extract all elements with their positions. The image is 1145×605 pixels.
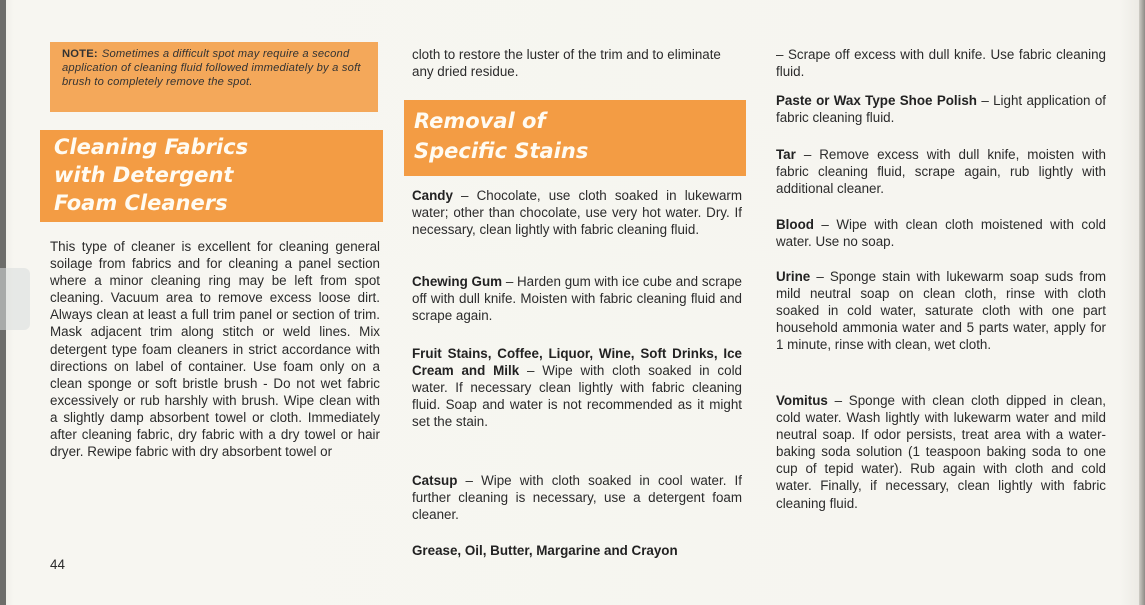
page-number: 44: [50, 557, 65, 572]
stain-term: Vomitus: [776, 393, 828, 408]
stain-entry-blood: [776, 216, 1106, 250]
stain-entry-grease: [412, 542, 742, 559]
stain-term: Chewing Gum: [412, 274, 503, 289]
stain-instructions: – Remove excess with dull knife, moisten with fabric cleaning fluid, scrape again, rub lightly with additional cleaner.: [776, 147, 1106, 197]
stain-term: Paste or Wax Type Shoe Polish: [776, 93, 977, 108]
stain-term: Urine: [776, 269, 811, 284]
note-text: Sometimes a difficult spot may require a second application of cleaning fluid followed immediately by a soft brush to completely remove the spot.: [62, 48, 361, 89]
stain-entry-shoe-polish: [776, 92, 1106, 126]
stain-instructions: – Sponge with clean cloth dipped in clean, cold water. Wash lightly with lukewarm water and mild neutral soap. If odor persists, treat area with a water-baking soda solution (1 teaspoon baking soda to one cup of tepid water). Rub again with cloth and cold water. Finally, if necessary, clean lightly with fabric cleaning fluid.: [776, 393, 1106, 511]
stain-grease-continued: – Scrape off excess with dull knife. Use fabric cleaning fluid.: [776, 47, 1106, 80]
stain-term: Tar: [776, 147, 796, 162]
stain-entry-candy: [412, 187, 742, 238]
stain-entry-vomitus: [776, 392, 1106, 512]
stain-entry-catsup: [412, 472, 742, 523]
stain-instructions: – Light application of fabric cleaning fluid.: [776, 93, 1107, 126]
heading-line: with Detergent: [54, 163, 234, 187]
stain-instructions: – Wipe with cloth soaked in cold water. If necessary clean lightly with fabric cleaning fluid. Soap and water is not recommended as it might set the stain.: [412, 363, 742, 430]
note-box: [50, 42, 378, 112]
stain-term: Candy: [412, 188, 453, 203]
heading-line: Removal of: [414, 109, 546, 133]
heading-cleaning-fabrics: [40, 130, 383, 222]
stain-entry-fruit: [412, 345, 742, 430]
stain-instructions: – Wipe with clean cloth moistened with cold water. Use no soap.: [776, 217, 1106, 250]
stain-term: Blood: [776, 217, 814, 232]
stain-instructions: – Chocolate, use cloth soaked in lukewarm water; other than chocolate, use very hot water. Dry. If necessary, clean lightly with fabric cleaning fluid.: [412, 188, 742, 238]
stain-instructions: – Harden gum with ice cube and scrape off with dull knife. Moisten with fabric cleaning fluid and scrape again.: [412, 274, 743, 324]
stain-instructions: – Sponge stain with lukewarm soap suds from mild neutral soap on clean cloth, rinse with cloth soaked in cold water, saturate cloth with one part household ammonia water and 5 parts water, apply for 1 minute, rinse with clean, wet cloth.: [776, 269, 1106, 353]
note-label: NOTE:: [62, 48, 98, 60]
stain-entry-urine: [776, 268, 1106, 353]
continued-paragraph: cloth to restore the luster of the trim and to eliminate any dried residue.: [412, 47, 721, 80]
heading-removal-of-stains: [404, 100, 746, 176]
stain-term: Catsup: [412, 473, 458, 488]
heading-line: Foam Cleaners: [54, 191, 228, 215]
stain-term: Grease, Oil, Butter, Margarine and Crayon: [412, 543, 678, 558]
heading-line: Cleaning Fabrics: [54, 135, 249, 159]
stain-instructions: – Wipe with cloth soaked in cool water. If further cleaning is necessary, use a detergent foam cleaner.: [412, 473, 742, 523]
page-binding-edge-right: [1139, 0, 1145, 605]
stain-term: Fruit Stains, Coffee, Liquor, Wine, Soft Drinks, Ice Cream and Milk: [412, 346, 742, 379]
stain-entry-chewing-gum: [412, 273, 742, 324]
heading-line: Specific Stains: [414, 139, 589, 163]
stain-entry-tar: [776, 146, 1106, 197]
fabrics-paragraph: This type of cleaner is excellent for cleaning general soilage from fabrics and for cleaning a panel section where a minor cleaning ring may be left from spot cleaning. Vacuum area to remove excess loose dirt. Always clean at least a full trim panel or section of trim. Mask adjacent trim along stitch or weld lines. Mix detergent type foam cleaners in strict accordance with directions on label of container. Use foam only on a clean sponge or soft bristle brush - Do not wet fabric excessively or rub harshly with brush. Wipe clean with a slightly damp absorbent towel or cloth. Immediately after cleaning fabric, dry fabric with a dry towel or hair dryer. Rewipe fabric with dry absorbent towel or: [50, 239, 380, 460]
section-tab-marker: [0, 268, 30, 330]
